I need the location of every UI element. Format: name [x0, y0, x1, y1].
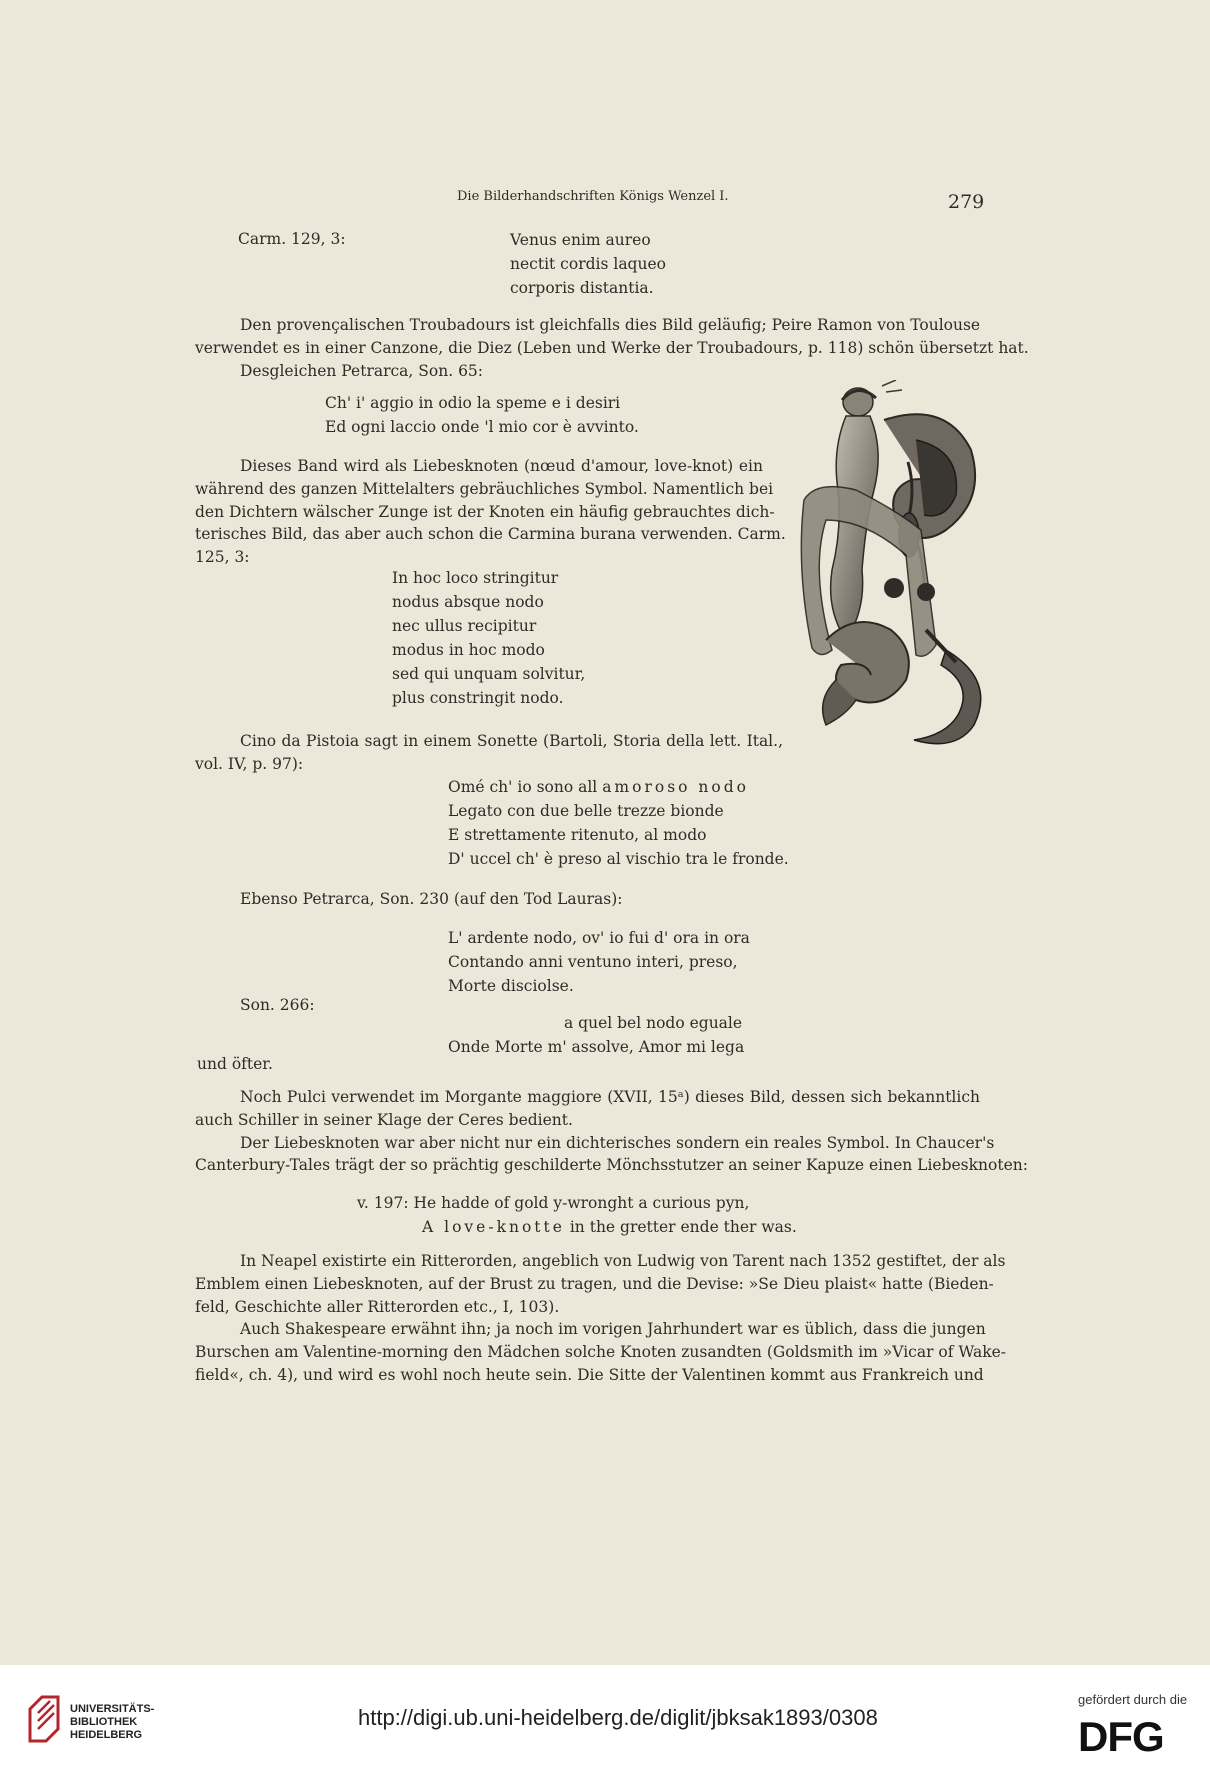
text-line: Cino da Pistoia sagt in einem Sonette (Bartoli, Storia della lett. Ital., — [240, 732, 783, 750]
paragraph — [195, 1250, 1007, 1387]
verse-text: in the gretter ende ther was. — [564, 1218, 797, 1236]
verse-line: E strettamente ritenuto, al modo — [448, 826, 707, 844]
text-line: verwendet es in einer Canzone, die Diez (Leben und Werke der Troubadours, p. 118) schön übersetzt hat. — [195, 338, 1029, 357]
verse-line — [448, 775, 749, 799]
verse-line: a quel bel nodo eguale — [564, 1014, 743, 1032]
illuminated-initial-figure — [796, 380, 996, 765]
text-line: auch Schiller in seiner Klage der Ceres bedient. — [195, 1110, 573, 1129]
verse-line: Morte disciolse. — [448, 977, 574, 995]
paragraph — [195, 314, 1029, 382]
text-line: Auch Shakespeare erwähnt ihn; ja noch im vorigen Jahrhundert war es üblich, dass die jungen — [240, 1320, 986, 1339]
library-logo-icon — [28, 1695, 62, 1743]
text-line: Emblem einen Liebesknoten, auf der Brust zu tragen, und die Devise: »Se Dieu plaist« hatte (Bieden- — [195, 1274, 994, 1293]
paragraph — [195, 730, 783, 776]
verse-line: Ch' i' aggio in odio la speme e i desiri — [325, 394, 621, 412]
verse-line: nec ullus recipitur — [392, 617, 537, 635]
institution-line: BIBLIOTHEK — [70, 1716, 138, 1728]
verse-line: Contando anni ventuno interi, preso, — [448, 953, 738, 971]
verse-line: Ed ogni laccio onde 'l mio cor è avvinto. — [325, 418, 639, 436]
institution-line: UNIVERSITÄTS- — [70, 1703, 155, 1715]
text-line: Dieses Band wird als Liebesknoten (nœud d'amour, love-knot) ein — [240, 457, 763, 475]
verse-line: In hoc loco stringitur — [392, 569, 559, 587]
verse-line: Onde Morte m' assolve, Amor mi lega — [448, 1038, 745, 1056]
text-line: Noch Pulci verwendet im Morgante maggiore (XVII, 15ᵃ) dieses Bild, dessen sich bekanntlich — [240, 1088, 980, 1106]
verse-text: Omé ch' io sono all — [448, 778, 603, 796]
text-line: Ebenso Petrarca, Son. 230 (auf den Tod Lauras): — [240, 890, 623, 908]
verse-line: D' uccel ch' è preso al vischio tra le fronde. — [448, 850, 789, 868]
verse-line — [422, 1215, 797, 1239]
source-url-link[interactable]: http://digi.ub.uni-heidelberg.de/diglit/jbksak1893/0308 — [358, 1705, 878, 1730]
verse-line: Legato con due belle trezze bionde — [448, 802, 724, 820]
text-line: In Neapel existirte ein Ritterorden, angeblich von Ludwig von Tarent nach 1352 gestiftet, der als — [240, 1252, 1006, 1270]
text-line: und öfter. — [197, 1055, 273, 1073]
running-title: Die Bilderhandschriften Königs Wenzel I. — [457, 189, 729, 204]
funding-note: gefördert durch die — [1078, 1692, 1188, 1707]
institution-name — [70, 1703, 154, 1742]
text-line: den Dichtern wälscher Zunge ist der Knoten ein häufig gebrauchtes dich- — [195, 502, 775, 521]
paragraph — [195, 1086, 1028, 1177]
footer-bar — [0, 1665, 1210, 1774]
text-line: field«, ch. 4), und wird es wohl noch heute sein. Die Sitte der Valentinen kommt aus Frankreich und — [195, 1365, 984, 1384]
institution-line: HEIDELBERG — [70, 1729, 143, 1741]
verse-line: plus constringit nodo. — [392, 689, 564, 707]
verse-reference: Carm. 129, 3: — [238, 230, 346, 248]
verse-line: corporis distantia. — [510, 279, 654, 297]
text-line: Canterbury-Tales trägt der so prächtig geschilderte Mönchsstutzer an seiner Kapuze einen Liebesknoten: — [195, 1156, 1028, 1175]
text-line: terisches Bild, das aber auch schon die Carmina burana verwenden. Carm. — [195, 525, 786, 544]
verse-line: nodus absque nodo — [392, 593, 544, 611]
text-line: vol. IV, p. 97): — [195, 754, 304, 773]
spaced-emphasis: A love-knotte — [422, 1218, 565, 1236]
text-line: während des ganzen Mittelalters gebräuchliches Symbol. Namentlich bei — [195, 479, 774, 498]
verse-line: sed qui unquam solvitur, — [392, 665, 586, 683]
verse-line: v. 197: He hadde of gold y-wronght a curious pyn, — [357, 1194, 750, 1212]
paragraph — [195, 455, 786, 569]
spaced-emphasis: amoroso nodo — [602, 778, 749, 796]
page-number: 279 — [948, 191, 985, 213]
verse-line: modus in hoc modo — [392, 641, 545, 659]
verse-line: L' ardente nodo, ov' io fui d' ora in ora — [448, 929, 750, 947]
verse-line: Venus enim aureo — [510, 231, 651, 249]
verse-reference: Son. 266: — [240, 996, 315, 1014]
text-line: Den provençalischen Troubadours ist gleichfalls dies Bild geläufig; Peire Ramon von Toulouse — [240, 316, 981, 334]
dfg-logo: DFG — [1078, 1713, 1164, 1760]
text-line: 125, 3: — [195, 548, 250, 567]
text-line: Burschen am Valentine-morning den Mädchen solche Knoten zusandten (Goldsmith im »Vicar of Wake- — [195, 1343, 1007, 1362]
text-line: Der Liebesknoten war aber nicht nur ein dichterisches sondern ein reales Symbol. In Chaucer's — [240, 1133, 995, 1152]
verse-line: nectit cordis laqueo — [510, 255, 666, 273]
text-line: Desgleichen Petrarca, Son. 65: — [240, 361, 484, 380]
text-line: feld, Geschichte aller Ritterorden etc., I, 103). — [195, 1297, 560, 1316]
